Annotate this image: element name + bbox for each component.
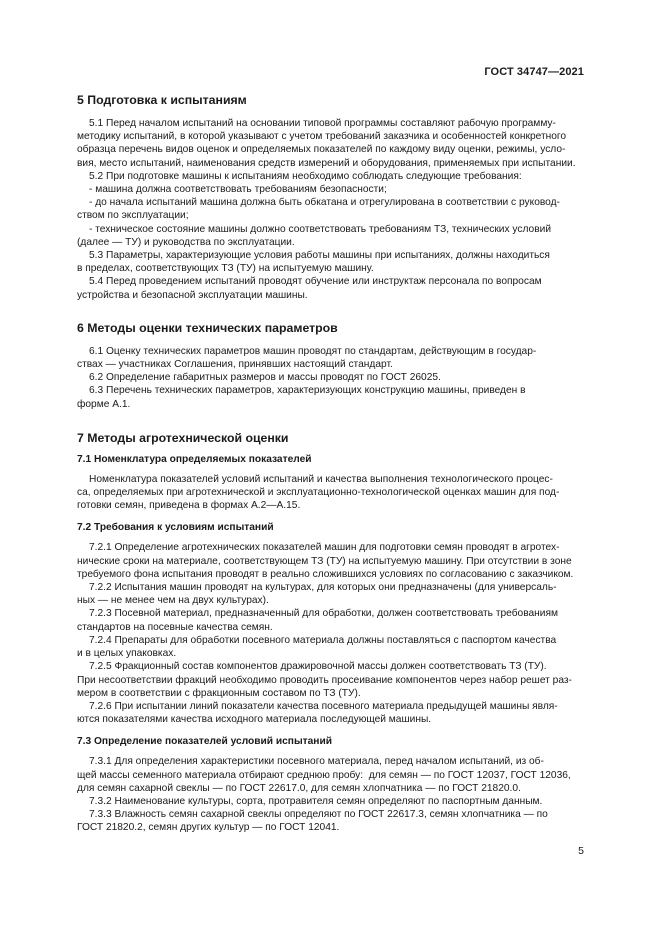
list-item: ством по эксплуатации;	[77, 210, 189, 222]
para-5-3-line: 5.3 Параметры, характеризующие условия работы машины при испытаниях, должны находиться	[89, 250, 550, 262]
list-item: - техническое состояние машины должно соответствовать требованиям ТЗ, технических условий	[89, 223, 552, 235]
para-5-1-line: 5.1 Перед началом испытаний на основании типовой программы составляют рабочую программу-	[89, 118, 556, 129]
document-header: ГОСТ 34747—2021	[484, 66, 584, 78]
para-7-1-line: Номенклатура показателей условий испытаний и качества выполнения технологического процес-	[89, 473, 553, 485]
subsection-7-2-body	[77, 541, 584, 726]
para-7-2-6-line: 7.2.6 При испытании линий показатели качества посевного материала предыдущей машины явля-	[89, 700, 558, 712]
para-7-2-5-line: При несоответствии фракций необходимо проводить просеивание компонентов через набор решет раз-	[77, 674, 572, 686]
section-5-body	[77, 117, 584, 302]
para-7-2-5-line: мером в соответствии с фракционным составом по ТЗ (ТУ).	[77, 687, 361, 699]
para-7-3-3-line: 7.3.3 Влажность семян сахарной свеклы определяют по ГОСТ 22617.3, семян хлопчатника — по	[89, 809, 548, 821]
para-5-2-line: 5.2 При подготовке машины к испытаниям необходимо соблюдать следующие требования:	[89, 170, 522, 182]
para-7-2-5-line: 7.2.5 Фракционный состав компонентов дражировочной массы должен соответствовать ТЗ (ТУ).	[89, 661, 547, 673]
para-6-2-line: 6.2 Определение габаритных размеров и массы проводят по ГОСТ 26025.	[89, 372, 441, 384]
para-7-3-1-line: щей массы семенного материала отбирают среднюю пробу: для семян — по ГОСТ 12037, ГОСТ 12036,	[77, 769, 571, 781]
para-5-1-line: образца перечень видов оценок и определяемых показателей по каждому виду оценки, режимы, усло-	[77, 144, 566, 156]
para-7-3-1-line: для семян сахарной свеклы — по ГОСТ 22617.0, для семян хлопчатника — по ГОСТ 21820.0.	[77, 782, 521, 794]
para-5-4-line: устройства и безопасной эксплуатации машины.	[77, 289, 308, 301]
list-item: - машина должна соответствовать требованиям безопасности;	[89, 184, 387, 196]
para-6-3-line: форме А.1.	[77, 398, 131, 410]
subsection-7-1-body	[77, 473, 584, 513]
para-7-2-1-line: 7.2.1 Определение агротехнических показателей машин для подготовки семян проводят в агротех-	[89, 542, 560, 554]
para-7-3-2-line: 7.3.2 Наименование культуры, сорта, протравителя семян определяют по паспортным данным.	[89, 795, 543, 807]
para-7-2-6-line: ются показателями качества исходного материала последующей машины.	[77, 714, 432, 726]
para-5-4-line: 5.4 Перед проведением испытаний проводят обучение или инструктаж персонала по вопросам	[89, 276, 542, 288]
para-5-3-line: в пределах, соответствующих ТЗ (ТУ) на испытуемую машину.	[77, 263, 374, 275]
para-6-1-line: ствах — участниках Соглашения, принявших настоящий стандарт.	[77, 359, 393, 371]
para-5-1-line: вия, место испытаний, наименования средств измерений и оборудования, применяемых при испытании.	[77, 157, 576, 169]
subsection-7-2-title: 7.2 Требования к условиям испытаний	[77, 522, 274, 534]
para-7-3-1-line: 7.3.1 Для определения характеристики посевного материала, перед началом испытаний, из об-	[89, 756, 544, 768]
para-6-3-line: 6.3 Перечень технических параметров, характеризующих конструкцию машины, приведен в	[89, 385, 526, 397]
para-7-3-3-line: ГОСТ 21820.2, семян других культур — по ГОСТ 12041.	[77, 822, 340, 834]
subsection-7-3-title: 7.3 Определение показателей условий испытаний	[77, 736, 332, 748]
page-number: 5	[578, 845, 584, 857]
para-7-1-line: готовки семян, приведена в формах А.2—А.15.	[77, 500, 301, 512]
page-content	[77, 92, 584, 835]
list-item: (далее — ТУ) и руководства по эксплуатации.	[77, 236, 295, 248]
section-5-title: 5 Подготовка к испытаниям	[77, 93, 247, 107]
para-7-2-4-line: 7.2.4 Препараты для обработки посевного материала должны поставляться с паспортом качества	[89, 634, 557, 646]
para-7-1-line: са, определяемых при агротехнической и эксплуатационно-технологической оценках машин для под-	[77, 487, 560, 499]
para-7-2-2-line: ных — не менее чем на двух культурах).	[77, 595, 269, 607]
para-7-2-1-line: требуемого фона испытания проводят в реально сложившихся условиях по согласованию с заказчиком.	[77, 568, 574, 580]
section-6-body	[77, 345, 584, 411]
para-7-2-3-line: 7.2.3 Посевной материал, предназначенный для обработки, должен соответствовать требованиям	[89, 608, 558, 620]
para-7-2-4-line: и в целых упаковках.	[77, 648, 177, 660]
para-7-2-2-line: 7.2.2 Испытания машин проводят на культурах, для которых они предназначены (для универсаль-	[89, 582, 557, 594]
subsection-7-3-body	[77, 755, 584, 834]
list-item: - до начала испытаний машина должна быть обкатана и отрегулирована в соответствии с руковод-	[89, 197, 560, 209]
para-7-2-1-line: нические сроки на материале, соответствующем ТЗ (ТУ) на испытуемую машину. При отсутствии в зоне	[77, 555, 572, 567]
para-7-2-3-line: стандартов на посевные качества семян.	[77, 621, 273, 633]
para-6-1-line: 6.1 Оценку технических параметров машин проводят по стандартам, действующим в государ-	[89, 345, 537, 357]
subsection-7-1-title: 7.1 Номенклатура определяемых показателей	[77, 453, 312, 465]
section-7-title: 7 Методы агротехнической оценки	[77, 430, 289, 445]
para-5-1-line: методику испытаний, в которой указывают с учетом требований заказчика и особенностей конкретного	[77, 131, 567, 143]
section-6-title: 6 Методы оценки технических параметров	[77, 320, 338, 335]
